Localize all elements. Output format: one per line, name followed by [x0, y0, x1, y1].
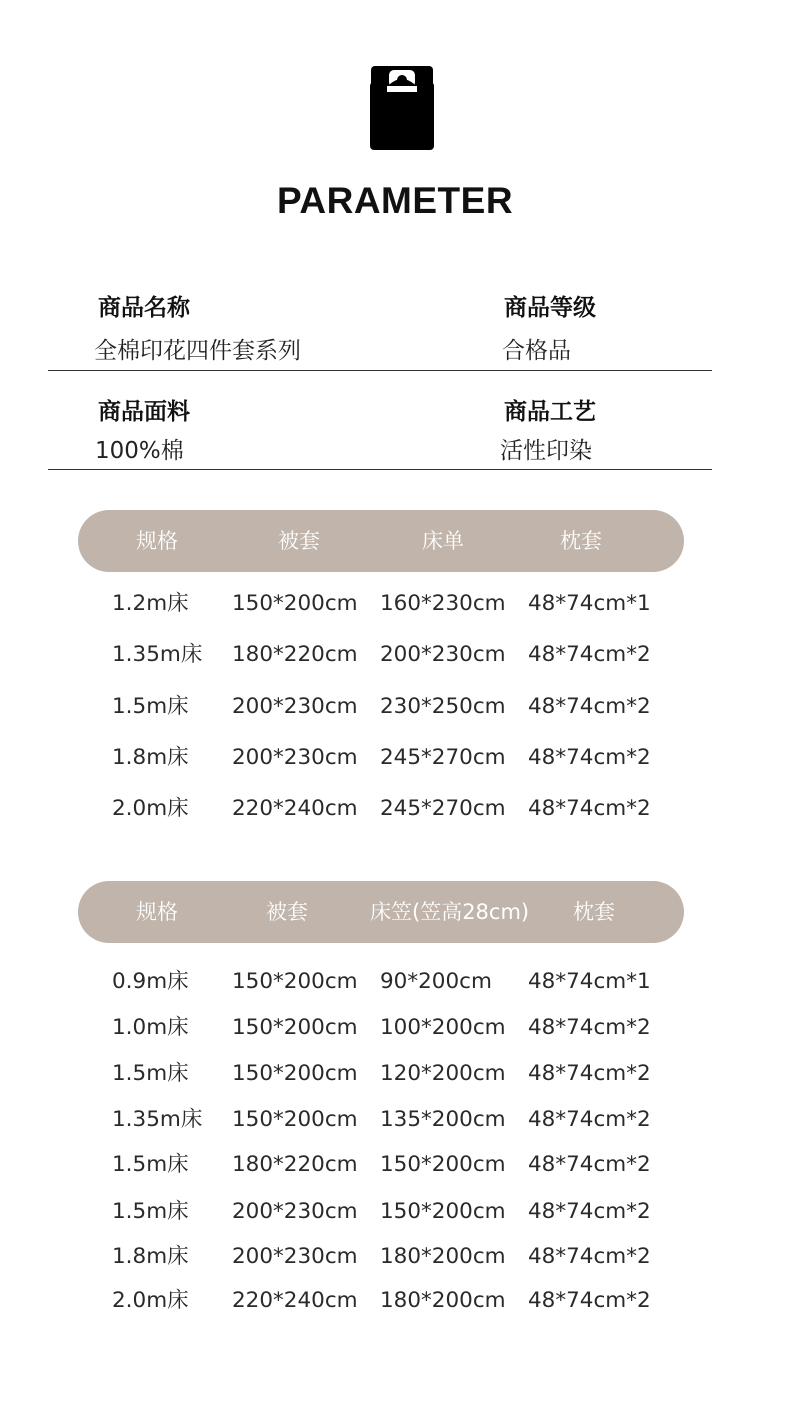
header-cell: 规格 — [136, 529, 178, 553]
param-value: 100%棉 — [95, 438, 184, 464]
table-cell: 150*200cm — [232, 1015, 358, 1040]
table-cell: 180*200cm — [380, 1244, 506, 1269]
table-cell: 48*74cm*2 — [528, 796, 651, 821]
header-cell: 床笠(笠高28cm) — [370, 900, 530, 924]
table-cell: 230*250cm — [380, 694, 506, 719]
table-cell: 1.0m床 — [112, 1015, 189, 1040]
table-cell: 48*74cm*2 — [528, 1061, 651, 1086]
table-cell: 200*230cm — [380, 642, 506, 667]
table-cell: 1.5m床 — [112, 1061, 189, 1086]
table-cell: 1.8m床 — [112, 745, 189, 770]
bedding-set-icon — [362, 58, 442, 166]
param-label: 商品名称 — [98, 295, 190, 321]
table-cell: 48*74cm*2 — [528, 1015, 651, 1040]
table-cell: 200*230cm — [232, 1199, 358, 1224]
table-row — [0, 687, 790, 727]
table-cell: 48*74cm*1 — [528, 591, 651, 616]
table-cell: 48*74cm*2 — [528, 1152, 651, 1177]
table-cell: 48*74cm*2 — [528, 1199, 651, 1224]
table-cell: 245*270cm — [380, 796, 506, 821]
table-cell: 245*270cm — [380, 745, 506, 770]
param-item — [94, 289, 301, 365]
table-cell: 1.5m床 — [112, 694, 189, 719]
table-cell: 160*230cm — [380, 591, 506, 616]
param-label: 商品等级 — [504, 295, 596, 321]
table-cell: 150*200cm — [232, 1061, 358, 1086]
table-cell: 1.8m床 — [112, 1244, 189, 1269]
param-label: 商品面料 — [98, 399, 190, 425]
table-cell: 180*220cm — [232, 1152, 358, 1177]
table-row — [0, 1145, 790, 1185]
table-cell: 200*230cm — [232, 1244, 358, 1269]
table-cell: 0.9m床 — [112, 969, 189, 994]
table-cell: 1.35m床 — [112, 642, 203, 667]
table-row — [0, 1100, 790, 1140]
table-cell: 48*74cm*2 — [528, 694, 651, 719]
table-cell: 48*74cm*1 — [528, 969, 651, 994]
table-row — [0, 1054, 790, 1094]
table-cell: 48*74cm*2 — [528, 1107, 651, 1132]
param-label: 商品工艺 — [504, 399, 596, 425]
table-cell: 150*200cm — [380, 1199, 506, 1224]
page-title: PARAMETER — [276, 180, 514, 221]
table-row — [0, 1281, 790, 1321]
table-row — [0, 1192, 790, 1232]
size-table-1-header — [78, 510, 684, 572]
table-cell: 2.0m床 — [112, 796, 189, 821]
table-cell: 135*200cm — [380, 1107, 506, 1132]
table-row — [0, 962, 790, 1002]
param-value: 全棉印花四件套系列 — [94, 338, 301, 364]
header-cell: 被套 — [278, 529, 320, 553]
table-row — [0, 1008, 790, 1048]
table-row — [0, 789, 790, 829]
param-item — [504, 289, 596, 365]
table-row — [0, 1237, 790, 1277]
param-value: 合格品 — [502, 338, 571, 364]
table-cell: 180*220cm — [232, 642, 358, 667]
table-cell: 1.5m床 — [112, 1199, 189, 1224]
table-row — [0, 635, 790, 675]
table-cell: 1.2m床 — [112, 591, 189, 616]
table-cell: 200*230cm — [232, 745, 358, 770]
table-cell: 150*200cm — [232, 591, 358, 616]
table-cell: 120*200cm — [380, 1061, 506, 1086]
table-cell: 1.35m床 — [112, 1107, 203, 1132]
size-table-2-header — [78, 881, 684, 943]
table-cell: 100*200cm — [380, 1015, 506, 1040]
table-cell: 1.5m床 — [112, 1152, 189, 1177]
param-item — [500, 393, 596, 465]
table-cell: 180*200cm — [380, 1288, 506, 1313]
header-cell: 枕套 — [573, 900, 615, 924]
param-row-2 — [48, 371, 712, 470]
table-cell: 150*200cm — [232, 969, 358, 994]
header-cell: 规格 — [136, 900, 178, 924]
table-cell: 200*230cm — [232, 694, 358, 719]
table-cell: 48*74cm*2 — [528, 1288, 651, 1313]
table-row — [0, 584, 790, 624]
header-cell: 枕套 — [560, 529, 602, 553]
table-cell: 90*200cm — [380, 969, 492, 994]
table-cell: 2.0m床 — [112, 1288, 189, 1313]
table-cell: 220*240cm — [232, 796, 358, 821]
table-cell: 48*74cm*2 — [528, 1244, 651, 1269]
table-cell: 150*200cm — [232, 1107, 358, 1132]
param-value: 活性印染 — [500, 438, 592, 464]
header-cell: 床单 — [422, 529, 464, 553]
table-cell: 48*74cm*2 — [528, 642, 651, 667]
table-row — [0, 738, 790, 778]
header-cell: 被套 — [266, 900, 308, 924]
param-item — [95, 393, 190, 465]
table-cell: 150*200cm — [380, 1152, 506, 1177]
table-cell: 48*74cm*2 — [528, 745, 651, 770]
table-cell: 220*240cm — [232, 1288, 358, 1313]
param-row-1 — [48, 283, 712, 371]
